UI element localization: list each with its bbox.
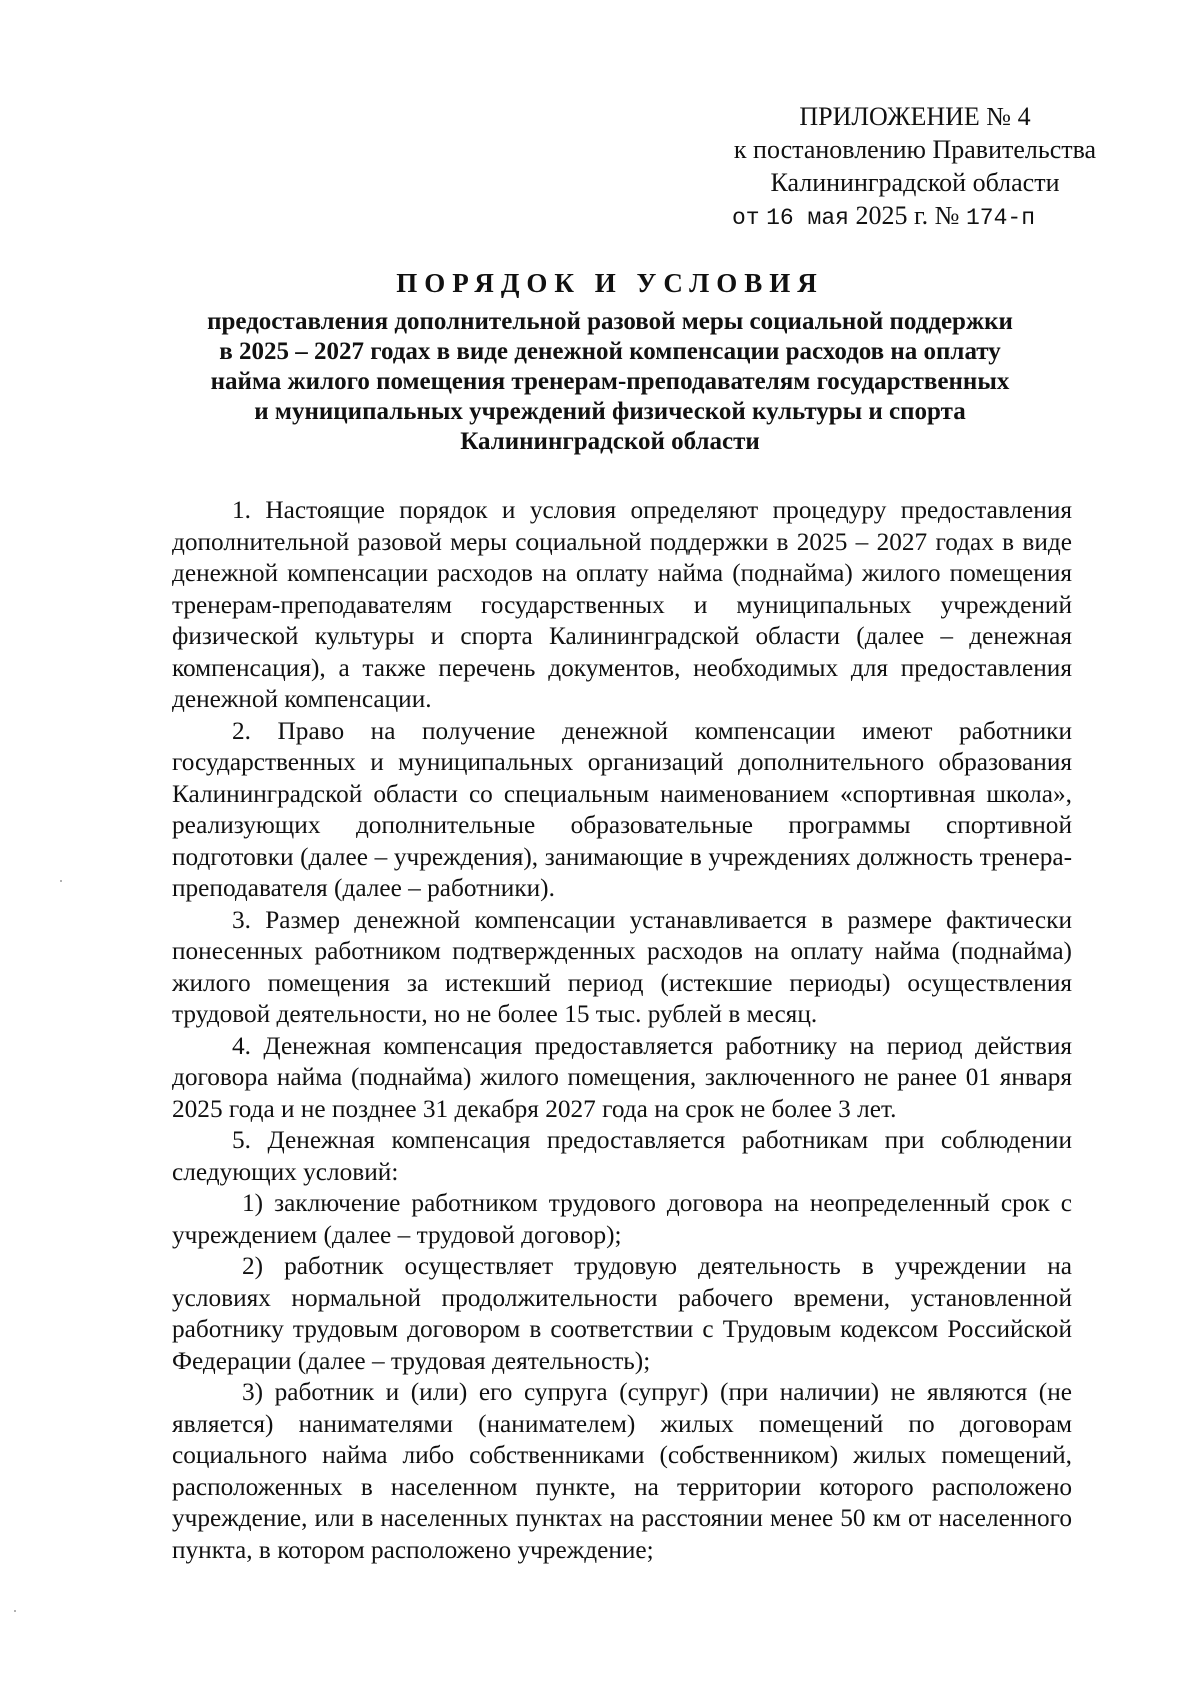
subtitle-line: в 2025 – 2027 годах в виде денежной компенсации расходов на оплату (219, 338, 1001, 365)
paragraph-4: 4. Денежная компенсация предоставляется работнику на период действия договора найма (поднайма) жилого помещения, заключенного не ранее 01 января 2025 года и не позднее 31 декабря 2027 года на срок не более 3 лет. (172, 1031, 1072, 1123)
document-title: ПОРЯДОК И УСЛОВИЯ (396, 268, 824, 298)
appendix-date-line (700, 199, 1130, 235)
paragraph-5: 5. Денежная компенсация предоставляется работникам при соблюдении следующих условий: (172, 1126, 1072, 1186)
paragraph-3: 3. Размер денежной компенсации устанавливается в размере фактически понесенных работником подтвержденных расходов на оплату найма (поднайма) жилого помещения за истекший период (истекшие периоды) осуществления трудовой деятельности, но не более 15 тыс. рублей в месяц. (172, 905, 1072, 1028)
scan-speck (60, 880, 62, 882)
document-title-block (150, 265, 1070, 457)
subtitle-line: и муниципальных учреждений физической культуры и спорта (254, 398, 966, 425)
document-body (172, 495, 1072, 1566)
subtitle-line: Калининградской области (460, 428, 760, 455)
appendix-date: 16 мая (766, 205, 849, 231)
subparagraph-5-1: 1) заключение работником трудового договора на неопределенный срок с учреждением (далее – трудовой договор); (172, 1189, 1072, 1249)
appendix-region: Калининградской области (770, 168, 1060, 197)
scan-speck (14, 1610, 16, 1612)
appendix-year: 2025 г. № (855, 201, 960, 230)
appendix-resolution: к постановлению Правительства (733, 135, 1097, 164)
paragraph-1: 1. Настоящие порядок и условия определяют процедуру предоставления дополнительной разовой меры социальной поддержки в 2025 – 2027 годах в виде денежной компенсации расходов на оплату найма (поднайма) жилого помещения тренерам-преподавателям государственных и муниципальных учреждений физической культуры и спорта Калининградской области (далее – денежная компенсация), а также перечень документов, необходимых для предоставления денежной компенсации. (172, 496, 1072, 713)
subparagraph-5-2: 2) работник осуществляет трудовую деятельность в учреждении на условиях нормальной продолжительности рабочего времени, установленной работнику трудовым договором в соответствии с Трудовым кодексом Российской Федерации (далее – трудовая деятельность); (172, 1252, 1072, 1375)
subparagraph-5-3: 3) работник и (или) его супруга (супруг) (при наличии) не являются (не является) нанимателями (нанимателем) жилых помещений по договорам социального найма либо собственниками (собственником) жилых помещений, расположенных в населенном пункте, на территории которого расположено учреждение, или в населенных пунктах на расстоянии менее 50 км от населенного пункта, в котором расположено учреждение; (172, 1378, 1072, 1564)
paragraph-2: 2. Право на получение денежной компенсации имеют работники государственных и муниципальных организаций дополнительного образования Калининградской области со специальным наименованием «спортивная школа», реализующих дополнительные образовательные программы спортивной подготовки (далее – учреждения), занимающие в учреждениях должность тренера-преподавателя (далее – работники). (172, 716, 1072, 902)
appendix-number: ПРИЛОЖЕНИЕ № 4 (799, 102, 1031, 131)
appendix-date-prefix: от (732, 205, 760, 231)
subtitle-line: найма жилого помещения тренерам-преподавателям государственных (210, 368, 1010, 395)
appendix-header (700, 100, 1130, 235)
subtitle-line: предоставления дополнительной разовой меры социальной поддержки (207, 308, 1013, 335)
document-subtitle (150, 307, 1070, 457)
appendix-doc-number: 174-п (965, 205, 1035, 231)
